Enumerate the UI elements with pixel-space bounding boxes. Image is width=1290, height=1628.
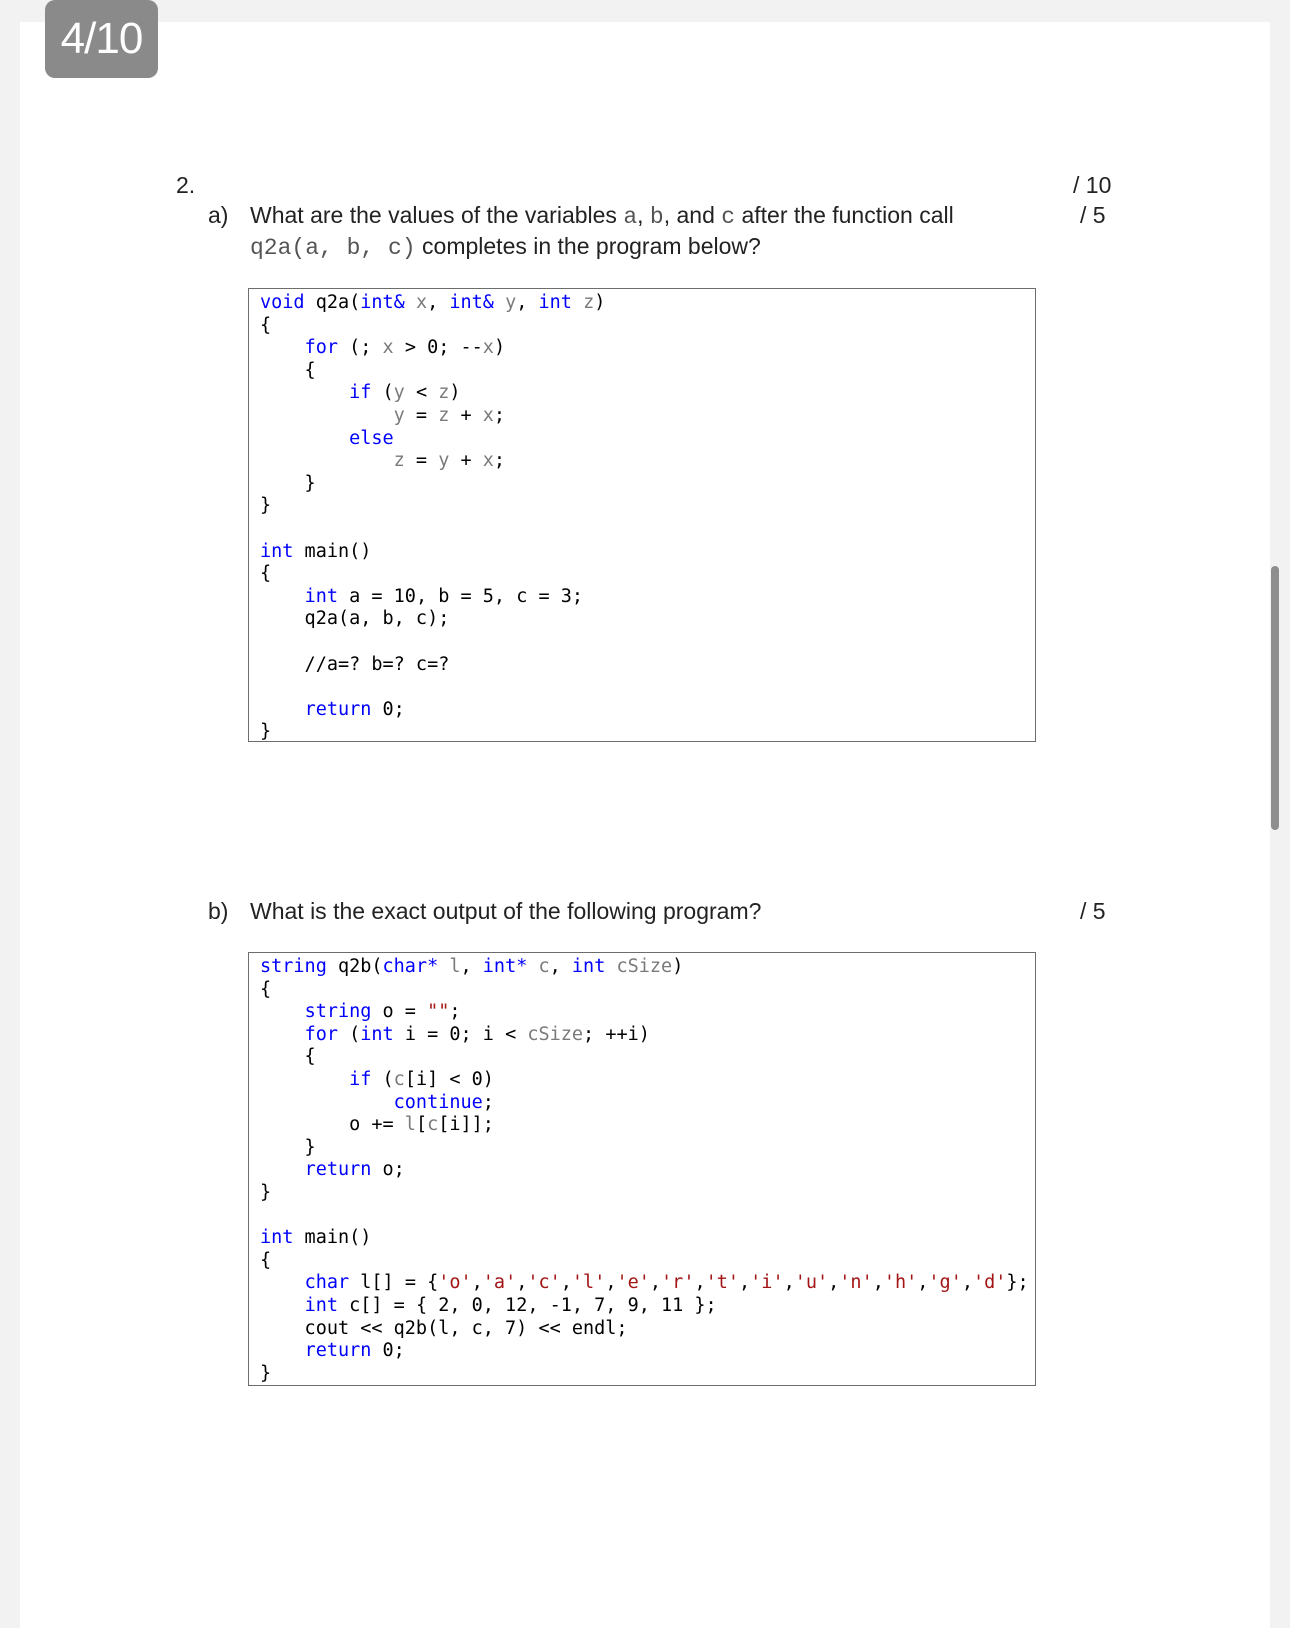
code-b-line xyxy=(260,1363,1029,1386)
exam-page xyxy=(20,22,1270,1628)
code-token: cSize xyxy=(527,1023,584,1045)
code-token: i = 0; i < xyxy=(393,1023,528,1045)
code-token: 't' xyxy=(705,1272,740,1294)
code-token: o += xyxy=(260,1114,405,1136)
part-b-label: b) xyxy=(208,898,229,924)
code-a-line xyxy=(260,541,605,564)
code-token xyxy=(260,450,394,471)
code-token: int xyxy=(260,540,294,562)
code-token: 'i' xyxy=(750,1272,784,1294)
code-b-line xyxy=(260,1092,1029,1115)
code-token: 0; xyxy=(371,698,405,720)
code-b-line xyxy=(260,1137,1029,1160)
code-token: 'h' xyxy=(883,1272,918,1294)
code-token: main() xyxy=(293,540,372,562)
code-a-line xyxy=(260,428,605,451)
code-token xyxy=(260,1092,394,1113)
function-call-code: q2a(a, b, c) xyxy=(250,235,416,261)
code-a-line xyxy=(260,360,605,383)
code-a-line xyxy=(260,495,605,518)
code-token: { xyxy=(260,359,316,381)
code-token: q2a(a, b, c); xyxy=(260,608,450,630)
code-token: string xyxy=(260,956,327,977)
code-token: c xyxy=(427,1114,439,1136)
code-token: , xyxy=(549,956,572,977)
code-token xyxy=(260,428,349,449)
code-token: x xyxy=(482,450,494,472)
var-a: a xyxy=(623,204,638,230)
code-token: , xyxy=(872,1272,884,1294)
code-token: , xyxy=(605,1272,617,1294)
code-token: , xyxy=(783,1272,795,1294)
code-box-b xyxy=(248,952,1036,1386)
code-token: , xyxy=(560,1272,572,1294)
code-token: continue xyxy=(393,1091,483,1113)
code-token xyxy=(260,1024,305,1045)
code-token: q2b( xyxy=(326,956,383,977)
code-a-line xyxy=(260,676,605,699)
question-number: 2. xyxy=(176,172,196,198)
code-token: 'e' xyxy=(616,1272,650,1294)
code-token: for xyxy=(304,1023,338,1045)
page-indicator: 4/10 xyxy=(45,0,158,78)
code-token: = xyxy=(404,404,439,426)
code-token: a = 10, b = 5, c = 3; xyxy=(337,585,584,607)
code-b-line xyxy=(260,1295,1029,1318)
code-token xyxy=(405,292,416,313)
code-token: if xyxy=(349,1068,372,1090)
code-token: 'u' xyxy=(794,1272,829,1294)
code-token: 'o' xyxy=(438,1272,472,1294)
code-b-line xyxy=(260,979,1029,1002)
code-token xyxy=(605,956,616,977)
code-token: return xyxy=(304,1159,372,1181)
code-token: (; xyxy=(337,337,383,359)
code-token xyxy=(438,956,449,977)
code-token: , xyxy=(694,1272,706,1294)
code-token: x xyxy=(482,337,494,359)
code-a-line xyxy=(260,586,605,609)
code-token: int xyxy=(538,292,572,313)
code-token: o = xyxy=(371,1001,428,1023)
code-block-a xyxy=(260,292,605,744)
part-a-question-line1: What are the values of the variables a, b, and c after the function call xyxy=(250,202,954,230)
code-b-line xyxy=(260,1182,1029,1205)
var-b: b xyxy=(649,204,664,230)
code-token xyxy=(260,1295,305,1316)
code-b-line xyxy=(260,1318,1029,1341)
code-token: x xyxy=(482,404,494,426)
code-token: } xyxy=(260,1181,272,1203)
code-token: ) xyxy=(449,382,461,404)
code-token: 'r' xyxy=(661,1272,695,1294)
code-a-line xyxy=(260,337,605,360)
code-block-b xyxy=(260,956,1029,1385)
part-a-question-line2: q2a(a, b, c) completes in the program below? xyxy=(250,233,761,261)
code-a-line xyxy=(260,699,605,722)
code-a-line xyxy=(260,292,605,315)
code-a-line xyxy=(260,608,605,631)
code-token: c xyxy=(538,956,550,977)
code-token: { xyxy=(260,1249,272,1271)
code-token: else xyxy=(349,427,394,449)
code-a-line xyxy=(260,405,605,428)
code-token: int xyxy=(304,585,338,607)
code-token xyxy=(260,1272,305,1293)
code-token: , xyxy=(427,292,450,313)
code-token: } xyxy=(260,495,272,517)
code-token: 'l' xyxy=(571,1272,606,1294)
code-token: 'n' xyxy=(839,1272,873,1294)
code-token: { xyxy=(260,978,272,1000)
code-token xyxy=(260,337,305,358)
code-token xyxy=(260,1001,305,1022)
code-token: int* xyxy=(482,956,528,977)
code-token: ) xyxy=(594,292,606,313)
code-token: return xyxy=(304,698,372,720)
code-a-line xyxy=(260,382,605,405)
code-a-line xyxy=(260,518,605,541)
code-token xyxy=(572,292,583,313)
code-token: cSize xyxy=(616,956,673,977)
var-c: c xyxy=(721,204,736,230)
code-token: , xyxy=(516,1272,528,1294)
code-b-line xyxy=(260,1340,1029,1363)
code-token: }; xyxy=(1006,1272,1029,1294)
code-token: l[] = { xyxy=(349,1272,439,1294)
code-token: , xyxy=(739,1272,751,1294)
code-a-line xyxy=(260,450,605,473)
code-a-line xyxy=(260,631,605,654)
code-token xyxy=(260,699,305,720)
code-token: ; xyxy=(482,1091,494,1113)
code-token: void xyxy=(260,292,305,313)
code-token: ( xyxy=(371,382,394,404)
code-token: } xyxy=(260,1362,272,1384)
code-b-line xyxy=(260,1205,1029,1228)
code-token: int& xyxy=(449,292,494,313)
code-token: ; xyxy=(449,1001,461,1023)
code-token: 'g' xyxy=(928,1272,962,1294)
code-a-line xyxy=(260,315,605,338)
code-token: ( xyxy=(337,1023,361,1045)
total-marks: / 10 xyxy=(1073,172,1112,198)
code-token: c xyxy=(393,1068,405,1090)
part-a-marks: / 5 xyxy=(1080,202,1106,228)
code-token: y xyxy=(438,450,450,472)
code-token: + xyxy=(449,404,483,426)
code-token: cout << q2b(l, c, 7) << endl; xyxy=(260,1317,628,1339)
code-token: y xyxy=(393,404,405,426)
code-b-line xyxy=(260,1001,1029,1024)
code-token: y xyxy=(393,382,405,404)
code-token: , xyxy=(961,1272,973,1294)
code-token: //a=? b=? c=? xyxy=(260,653,450,675)
code-token: [ xyxy=(415,1114,428,1136)
code-a-line xyxy=(260,654,605,677)
code-token: , xyxy=(516,292,539,313)
code-token: ; xyxy=(493,450,506,472)
code-token: ( xyxy=(371,1068,394,1090)
code-token: z xyxy=(583,292,595,313)
code-token: , xyxy=(460,956,483,977)
code-token xyxy=(260,1069,349,1090)
code-token: + xyxy=(449,450,483,472)
code-token: , xyxy=(471,1272,483,1294)
part-a-label: a) xyxy=(208,202,229,228)
code-token: for xyxy=(304,337,338,359)
code-token: q2a( xyxy=(304,292,361,313)
code-box-a xyxy=(248,288,1036,742)
code-token: ; xyxy=(493,404,506,426)
code-token: o; xyxy=(371,1159,405,1181)
code-token: } xyxy=(260,472,316,494)
code-token xyxy=(260,1340,305,1361)
part-b-question: What is the exact output of the following program? xyxy=(250,898,762,924)
code-token: { xyxy=(260,1046,316,1068)
code-token: , xyxy=(917,1272,929,1294)
code-token xyxy=(260,405,394,426)
code-token: > 0; -- xyxy=(393,337,483,359)
code-a-line xyxy=(260,473,605,496)
code-token: z xyxy=(393,450,405,472)
code-token: char* xyxy=(382,956,439,977)
code-token: int xyxy=(360,1023,394,1045)
code-token: y xyxy=(505,292,517,313)
code-token: 'a' xyxy=(482,1272,517,1294)
code-token: "" xyxy=(427,1001,450,1023)
code-token: 0; xyxy=(371,1340,405,1362)
code-token xyxy=(260,1159,305,1180)
code-b-line xyxy=(260,1250,1029,1273)
code-b-line xyxy=(260,1114,1029,1137)
code-token: ) xyxy=(493,337,506,359)
code-token: char xyxy=(304,1272,350,1294)
code-token: x xyxy=(415,292,428,313)
code-token: int xyxy=(571,956,606,977)
code-a-line xyxy=(260,721,605,744)
code-token: int& xyxy=(360,292,405,313)
code-token: 'd' xyxy=(972,1272,1007,1294)
code-a-line xyxy=(260,563,605,586)
code-token: main() xyxy=(293,1227,372,1249)
code-token: { xyxy=(260,563,272,585)
part-b-marks: / 5 xyxy=(1080,898,1106,924)
code-token: z xyxy=(438,404,450,426)
code-b-line xyxy=(260,1069,1029,1092)
code-token: int xyxy=(260,1227,294,1249)
code-token xyxy=(494,292,505,313)
code-b-line xyxy=(260,956,1029,979)
code-b-line xyxy=(260,1024,1029,1047)
code-token: , xyxy=(828,1272,840,1294)
code-token: { xyxy=(260,314,272,336)
code-token: = xyxy=(404,450,439,472)
code-token xyxy=(260,586,305,607)
code-token: x xyxy=(382,337,394,359)
code-token: [i]]; xyxy=(438,1114,494,1136)
code-token: z xyxy=(438,382,450,404)
code-token: } xyxy=(260,1136,316,1158)
code-token: l xyxy=(449,956,461,977)
code-token: int xyxy=(304,1294,338,1316)
scrollbar-thumb[interactable] xyxy=(1271,566,1279,830)
code-token: 'c' xyxy=(527,1272,561,1294)
code-token: ) xyxy=(672,956,684,977)
code-token: < xyxy=(404,382,439,404)
code-token: l xyxy=(404,1114,416,1136)
code-b-line xyxy=(260,1159,1029,1182)
code-token: if xyxy=(349,382,372,404)
code-token: ; ++i) xyxy=(583,1023,650,1045)
code-token: return xyxy=(304,1340,372,1362)
code-token: c[] = { 2, 0, 12, -1, 7, 9, 11 }; xyxy=(337,1294,717,1316)
code-token: } xyxy=(260,721,272,743)
code-token xyxy=(260,382,349,403)
code-token xyxy=(527,956,538,977)
code-token: [i] < 0) xyxy=(404,1068,494,1090)
code-b-line xyxy=(260,1046,1029,1069)
code-b-line xyxy=(260,1227,1029,1250)
code-b-line xyxy=(260,1272,1029,1295)
code-token: , xyxy=(649,1272,662,1294)
code-token: string xyxy=(304,1001,372,1023)
